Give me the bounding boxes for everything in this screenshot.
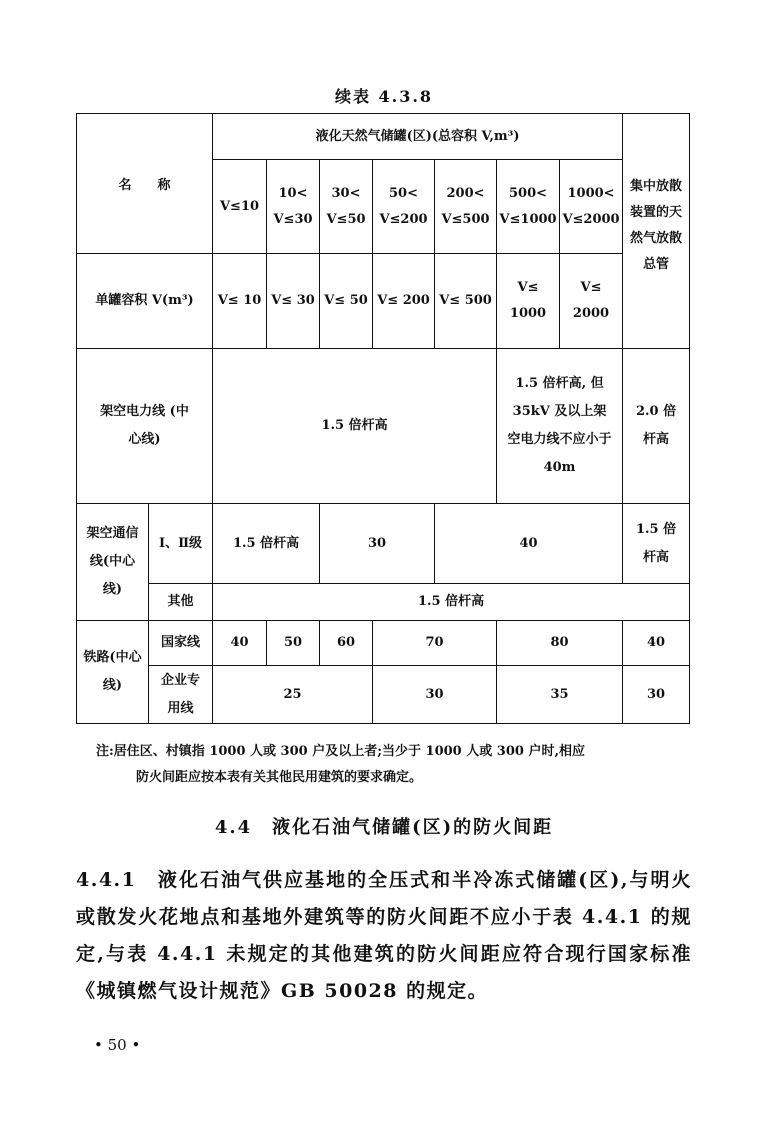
fire-distance-table [76, 113, 690, 724]
rail-enterprise-value: 30 [623, 666, 690, 724]
section-heading: 4.4 液化石油气储罐(区)的防火间距 [214, 817, 554, 838]
note-line-1: 注:居住区、村镇指 1000 人或 300 户及以上者;当少于 1000 人或 300 户时,相应 [96, 744, 585, 759]
table-continued-title: 续表 4.3.8 [334, 87, 434, 106]
header-last-cell: 集中放散装置的天然气放散总管 [623, 114, 690, 349]
single-tank-value: V≤ 2000 [560, 254, 623, 349]
comm-other-value: 1.5 倍杆高 [213, 584, 690, 621]
capacity-header: 30< V≤50 [320, 160, 373, 254]
single-tank-label: 单罐容积 V(m³) [77, 254, 213, 349]
rail-national-value: 50 [267, 621, 320, 666]
rail-enterprise-value: 30 [373, 666, 497, 724]
rail-national-value: 70 [373, 621, 497, 666]
rail-enterprise-value: 35 [497, 666, 623, 724]
single-tank-value: V≤ 30 [267, 254, 320, 349]
power-line-value-c: 2.0 倍杆高 [623, 349, 690, 504]
single-tank-value: V≤ 10 [213, 254, 267, 349]
rail-national-value: 80 [497, 621, 623, 666]
comm-other-label: 其他 [149, 584, 213, 621]
single-tank-value: V≤ 200 [373, 254, 435, 349]
rail-enterprise-label: 企业专用线 [149, 666, 213, 724]
comm-line-label: 架空通信线(中心线) [77, 504, 149, 621]
capacity-header: 10< V≤30 [267, 160, 320, 254]
comm-class1-value-c: 40 [435, 504, 623, 584]
comm-class1-value-a: 1.5 倍杆高 [213, 504, 320, 584]
single-tank-value: V≤ 500 [435, 254, 497, 349]
single-tank-value: V≤ 50 [320, 254, 373, 349]
table-note [96, 739, 696, 791]
comm-class1-value-d: 1.5 倍杆高 [623, 504, 690, 584]
power-line-value-b: 1.5 倍杆高, 但 35kV 及以上架空电力线不应小于 40m [497, 349, 623, 504]
rail-national-value: 40 [213, 621, 267, 666]
rail-label: 铁路(中心线) [77, 621, 149, 724]
clause-paragraph: 4.4.1 液化石油气供应基地的全压式和半冷冻式储罐(区),与明火或散发火花地点和基地外建筑等的防火间距不应小于表 4.4.1 的规定,与表 4.4.1 未规定的其他建筑的防火间距应符合现行国家标准《城镇燃气设计规范》GB 50028 的规定。 [76, 869, 692, 1002]
capacity-header: 500< V≤1000 [497, 160, 560, 254]
rail-enterprise-value: 25 [213, 666, 373, 724]
capacity-header: 1000< V≤2000 [560, 160, 623, 254]
rail-national-value: 60 [320, 621, 373, 666]
comm-class1-value-b: 30 [320, 504, 435, 584]
power-line-value-a: 1.5 倍杆高 [213, 349, 497, 504]
rail-national-value: 40 [623, 621, 690, 666]
rail-national-label: 国家线 [149, 621, 213, 666]
header-group-cell: 液化天然气储罐(区)(总容积 V,m³) [213, 114, 623, 160]
single-tank-value: V≤ 1000 [497, 254, 560, 349]
power-line-label: 架空电力线 (中心线) [77, 349, 213, 504]
page-number: • 50 • [94, 1036, 141, 1054]
capacity-header: V≤10 [213, 160, 267, 254]
capacity-header: 200< V≤500 [435, 160, 497, 254]
comm-class1-label: Ⅰ、Ⅱ级 [149, 504, 213, 584]
note-line-2: 防火间距应按本表有关其他民用建筑的要求确定。 [136, 770, 423, 785]
capacity-header: 50< V≤200 [373, 160, 435, 254]
header-name-cell: 名 称 [77, 114, 213, 254]
